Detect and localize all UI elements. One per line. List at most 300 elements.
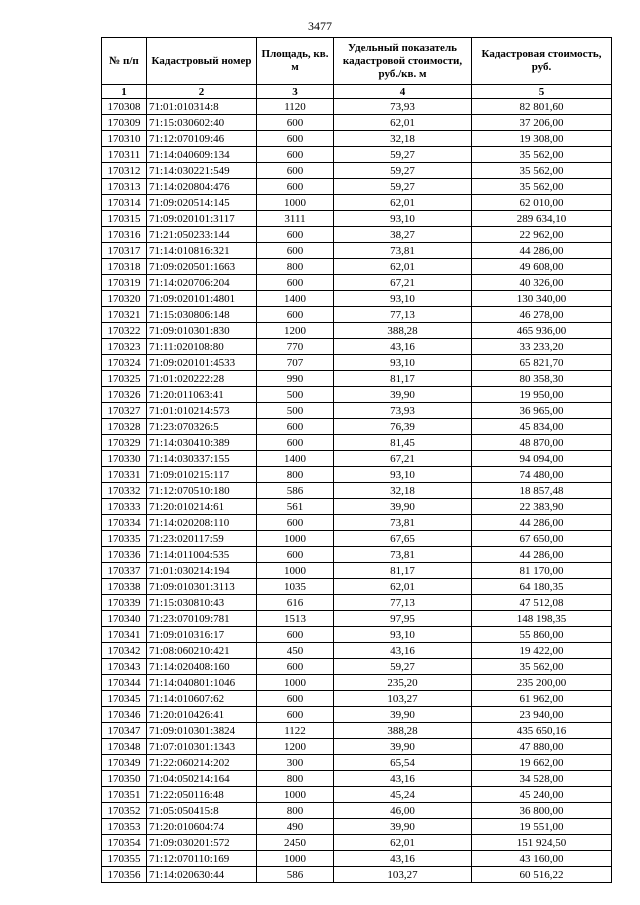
specific-rate-value: 43,16	[334, 339, 472, 355]
row-number: 170327	[102, 403, 147, 419]
cadastral-cost-value: 19 422,00	[472, 643, 612, 659]
cadastral-number: 71:12:070510:180	[147, 483, 257, 499]
area-value: 770	[257, 339, 334, 355]
cadastral-number: 71:20:010214:61	[147, 499, 257, 515]
row-number: 170331	[102, 467, 147, 483]
row-number: 170337	[102, 563, 147, 579]
cadastral-cost-value: 22 383,90	[472, 499, 612, 515]
area-value: 600	[257, 547, 334, 563]
table-body	[102, 99, 612, 883]
header-cadastral-cost: Кадастровая стоимость, руб.	[472, 38, 612, 85]
area-value: 1200	[257, 323, 334, 339]
specific-rate-value: 73,93	[334, 403, 472, 419]
cadastral-number: 71:23:070326:5	[147, 419, 257, 435]
cadastral-number: 71:14:020630:44	[147, 867, 257, 883]
specific-rate-value: 46,00	[334, 803, 472, 819]
table-row	[102, 227, 612, 243]
cadastral-number: 71:14:030410:389	[147, 435, 257, 451]
cadastral-cost-value: 23 940,00	[472, 707, 612, 723]
table-row	[102, 467, 612, 483]
area-value: 500	[257, 387, 334, 403]
table-row	[102, 259, 612, 275]
area-value: 1035	[257, 579, 334, 595]
area-value: 800	[257, 467, 334, 483]
cadastral-number: 71:23:070109:781	[147, 611, 257, 627]
table-row	[102, 323, 612, 339]
cadastral-number: 71:14:020804:476	[147, 179, 257, 195]
area-value: 1513	[257, 611, 334, 627]
specific-rate-value: 65,54	[334, 755, 472, 771]
row-number: 170326	[102, 387, 147, 403]
table-row	[102, 819, 612, 835]
area-value: 600	[257, 435, 334, 451]
table-row	[102, 99, 612, 115]
specific-rate-value: 73,81	[334, 243, 472, 259]
area-value: 600	[257, 243, 334, 259]
specific-rate-value: 103,27	[334, 691, 472, 707]
cadastral-number: 71:15:030810:43	[147, 595, 257, 611]
row-number: 170352	[102, 803, 147, 819]
cadastral-cost-value: 46 278,00	[472, 307, 612, 323]
cadastral-cost-value: 74 480,00	[472, 467, 612, 483]
specific-rate-value: 77,13	[334, 595, 472, 611]
specific-rate-value: 45,24	[334, 787, 472, 803]
area-value: 600	[257, 515, 334, 531]
cadastral-number: 71:09:010215:117	[147, 467, 257, 483]
cadastral-cost-value: 35 562,00	[472, 179, 612, 195]
table-row	[102, 547, 612, 563]
specific-rate-value: 62,01	[334, 195, 472, 211]
cadastral-cost-value: 55 860,00	[472, 627, 612, 643]
table-row	[102, 211, 612, 227]
cadastral-number: 71:20:010426:41	[147, 707, 257, 723]
cadastral-number: 71:14:030221:549	[147, 163, 257, 179]
specific-rate-value: 235,20	[334, 675, 472, 691]
cadastral-number: 71:14:040609:134	[147, 147, 257, 163]
area-value: 2450	[257, 835, 334, 851]
row-number: 170354	[102, 835, 147, 851]
row-number: 170340	[102, 611, 147, 627]
cadastral-number: 71:09:010316:17	[147, 627, 257, 643]
header-row	[102, 38, 612, 85]
table-row	[102, 435, 612, 451]
cadastral-cost-value: 19 950,00	[472, 387, 612, 403]
row-number: 170312	[102, 163, 147, 179]
header-num: № п/п	[102, 38, 147, 85]
table-row	[102, 147, 612, 163]
table-row	[102, 675, 612, 691]
row-number: 170348	[102, 739, 147, 755]
cadastral-number: 71:14:030337:155	[147, 451, 257, 467]
cadastral-cost-value: 80 358,30	[472, 371, 612, 387]
cadastral-number: 71:09:030201:572	[147, 835, 257, 851]
area-value: 1400	[257, 291, 334, 307]
cadastral-cost-value: 151 924,50	[472, 835, 612, 851]
table-row	[102, 483, 612, 499]
cadastral-cost-value: 465 936,00	[472, 323, 612, 339]
cadastral-number: 71:07:010301:1343	[147, 739, 257, 755]
row-number: 170310	[102, 131, 147, 147]
specific-rate-value: 39,90	[334, 387, 472, 403]
table-row	[102, 291, 612, 307]
row-number: 170356	[102, 867, 147, 883]
specific-rate-value: 67,21	[334, 275, 472, 291]
area-value: 561	[257, 499, 334, 515]
table-row	[102, 611, 612, 627]
cadastral-cost-value: 61 962,00	[472, 691, 612, 707]
cadastral-number: 71:22:060214:202	[147, 755, 257, 771]
area-value: 300	[257, 755, 334, 771]
table-row	[102, 643, 612, 659]
row-number: 170316	[102, 227, 147, 243]
cadastral-cost-value: 37 206,00	[472, 115, 612, 131]
specific-rate-value: 81,45	[334, 435, 472, 451]
row-number: 170336	[102, 547, 147, 563]
cadastral-cost-value: 47 512,08	[472, 595, 612, 611]
area-value: 800	[257, 259, 334, 275]
table-row	[102, 803, 612, 819]
specific-rate-value: 59,27	[334, 659, 472, 675]
area-value: 600	[257, 659, 334, 675]
table-row	[102, 563, 612, 579]
cadastral-cost-value: 47 880,00	[472, 739, 612, 755]
specific-rate-value: 62,01	[334, 835, 472, 851]
row-number: 170342	[102, 643, 147, 659]
area-value: 1000	[257, 675, 334, 691]
row-number: 170313	[102, 179, 147, 195]
cadastral-cost-value: 36 965,00	[472, 403, 612, 419]
cadastral-number: 71:14:010816:321	[147, 243, 257, 259]
cadastral-cost-value: 36 800,00	[472, 803, 612, 819]
area-value: 1000	[257, 787, 334, 803]
row-number: 170355	[102, 851, 147, 867]
row-number: 170346	[102, 707, 147, 723]
row-number: 170332	[102, 483, 147, 499]
cadastral-cost-value: 45 240,00	[472, 787, 612, 803]
row-number: 170334	[102, 515, 147, 531]
row-number: 170318	[102, 259, 147, 275]
area-value: 1000	[257, 851, 334, 867]
cadastral-cost-value: 94 094,00	[472, 451, 612, 467]
area-value: 1000	[257, 195, 334, 211]
table-row	[102, 243, 612, 259]
cadastral-number: 71:20:010604:74	[147, 819, 257, 835]
table-row	[102, 499, 612, 515]
area-value: 1000	[257, 531, 334, 547]
table-row	[102, 115, 612, 131]
table-row	[102, 355, 612, 371]
cadastral-number: 71:09:020501:1663	[147, 259, 257, 275]
cadastral-number: 71:01:030214:194	[147, 563, 257, 579]
table-row	[102, 595, 612, 611]
page-number: 3477	[308, 19, 332, 33]
table-row	[102, 179, 612, 195]
table-row	[102, 515, 612, 531]
specific-rate-value: 93,10	[334, 467, 472, 483]
specific-rate-value: 39,90	[334, 739, 472, 755]
cadastral-cost-value: 82 801,60	[472, 99, 612, 115]
cadastral-cost-value: 289 634,10	[472, 211, 612, 227]
specific-rate-value: 97,95	[334, 611, 472, 627]
column-number-row	[102, 85, 612, 99]
cadastral-number: 71:01:010214:573	[147, 403, 257, 419]
specific-rate-value: 67,21	[334, 451, 472, 467]
cadastral-number: 71:14:040801:1046	[147, 675, 257, 691]
cadastral-cost-value: 44 286,00	[472, 515, 612, 531]
cadastral-number: 71:20:011063:41	[147, 387, 257, 403]
table-row	[102, 579, 612, 595]
column-number: 1	[102, 85, 147, 99]
cadastral-cost-value: 43 160,00	[472, 851, 612, 867]
cadastral-cost-value: 64 180,35	[472, 579, 612, 595]
column-number: 3	[257, 85, 334, 99]
cadastral-number: 71:14:020208:110	[147, 515, 257, 531]
row-number: 170330	[102, 451, 147, 467]
area-value: 586	[257, 867, 334, 883]
cadastral-number: 71:22:050116:48	[147, 787, 257, 803]
specific-rate-value: 62,01	[334, 259, 472, 275]
cadastral-cost-value: 65 821,70	[472, 355, 612, 371]
specific-rate-value: 59,27	[334, 163, 472, 179]
specific-rate-value: 38,27	[334, 227, 472, 243]
row-number: 170314	[102, 195, 147, 211]
cadastral-cost-value: 35 562,00	[472, 659, 612, 675]
table-row	[102, 531, 612, 547]
cadastral-cost-value: 130 340,00	[472, 291, 612, 307]
area-value: 600	[257, 179, 334, 195]
specific-rate-value: 39,90	[334, 707, 472, 723]
area-value: 990	[257, 371, 334, 387]
area-value: 600	[257, 627, 334, 643]
table-row	[102, 867, 612, 883]
area-value: 600	[257, 115, 334, 131]
table-row	[102, 195, 612, 211]
area-value: 600	[257, 707, 334, 723]
area-value: 490	[257, 819, 334, 835]
area-value: 800	[257, 771, 334, 787]
specific-rate-value: 43,16	[334, 643, 472, 659]
row-number: 170319	[102, 275, 147, 291]
specific-rate-value: 73,93	[334, 99, 472, 115]
table-row	[102, 691, 612, 707]
row-number: 170351	[102, 787, 147, 803]
area-value: 3111	[257, 211, 334, 227]
cadastral-number: 71:14:020408:160	[147, 659, 257, 675]
row-number: 170315	[102, 211, 147, 227]
area-value: 600	[257, 163, 334, 179]
row-number: 170343	[102, 659, 147, 675]
specific-rate-value: 93,10	[334, 627, 472, 643]
row-number: 170322	[102, 323, 147, 339]
cadastral-number: 71:12:070110:169	[147, 851, 257, 867]
table-row	[102, 851, 612, 867]
area-value: 1000	[257, 563, 334, 579]
cadastral-number: 71:01:020222:28	[147, 371, 257, 387]
specific-rate-value: 81,17	[334, 371, 472, 387]
cadastral-number: 71:09:020101:3117	[147, 211, 257, 227]
column-number: 5	[472, 85, 612, 99]
cadastral-number: 71:09:020514:145	[147, 195, 257, 211]
cadastral-cost-value: 19 308,00	[472, 131, 612, 147]
row-number: 170317	[102, 243, 147, 259]
cadastral-number: 71:01:010314:8	[147, 99, 257, 115]
row-number: 170328	[102, 419, 147, 435]
specific-rate-value: 62,01	[334, 579, 472, 595]
table-row	[102, 419, 612, 435]
cadastral-cost-value: 148 198,35	[472, 611, 612, 627]
specific-rate-value: 39,90	[334, 819, 472, 835]
area-value: 500	[257, 403, 334, 419]
cadastral-cost-value: 35 562,00	[472, 163, 612, 179]
row-number: 170344	[102, 675, 147, 691]
cadastral-number: 71:14:011004:535	[147, 547, 257, 563]
area-value: 1200	[257, 739, 334, 755]
row-number: 170335	[102, 531, 147, 547]
specific-rate-value: 67,65	[334, 531, 472, 547]
specific-rate-value: 93,10	[334, 355, 472, 371]
table-row	[102, 739, 612, 755]
table-row	[102, 707, 612, 723]
table-row	[102, 787, 612, 803]
cadastral-cost-value: 49 608,00	[472, 259, 612, 275]
table-row	[102, 755, 612, 771]
area-value: 800	[257, 803, 334, 819]
specific-rate-value: 76,39	[334, 419, 472, 435]
cadastral-value-table	[101, 37, 612, 883]
cadastral-cost-value: 35 562,00	[472, 147, 612, 163]
row-number: 170325	[102, 371, 147, 387]
table-row	[102, 771, 612, 787]
cadastral-cost-value: 44 286,00	[472, 547, 612, 563]
area-value: 1400	[257, 451, 334, 467]
area-value: 600	[257, 275, 334, 291]
table-row	[102, 627, 612, 643]
cadastral-cost-value: 44 286,00	[472, 243, 612, 259]
table-row	[102, 131, 612, 147]
cadastral-cost-value: 22 962,00	[472, 227, 612, 243]
cadastral-cost-value: 19 551,00	[472, 819, 612, 835]
specific-rate-value: 77,13	[334, 307, 472, 323]
cadastral-number: 71:04:050214:164	[147, 771, 257, 787]
row-number: 170349	[102, 755, 147, 771]
cadastral-number: 71:12:070109:46	[147, 131, 257, 147]
specific-rate-value: 32,18	[334, 483, 472, 499]
cadastral-cost-value: 40 326,00	[472, 275, 612, 291]
table-row	[102, 339, 612, 355]
cadastral-cost-value: 19 662,00	[472, 755, 612, 771]
header-cadastral-number: Кадастровый номер	[147, 38, 257, 85]
row-number: 170311	[102, 147, 147, 163]
cadastral-number: 71:09:010301:3113	[147, 579, 257, 595]
cadastral-number: 71:11:020108:80	[147, 339, 257, 355]
cadastral-cost-value: 45 834,00	[472, 419, 612, 435]
cadastral-number: 71:15:030602:40	[147, 115, 257, 131]
cadastral-number: 71:09:010301:3824	[147, 723, 257, 739]
cadastral-cost-value: 48 870,00	[472, 435, 612, 451]
area-value: 600	[257, 147, 334, 163]
area-value: 600	[257, 419, 334, 435]
table-row	[102, 371, 612, 387]
cadastral-cost-value: 435 650,16	[472, 723, 612, 739]
cadastral-number: 71:14:010607:62	[147, 691, 257, 707]
row-number: 170324	[102, 355, 147, 371]
area-value: 586	[257, 483, 334, 499]
row-number: 170320	[102, 291, 147, 307]
specific-rate-value: 59,27	[334, 147, 472, 163]
area-value: 707	[257, 355, 334, 371]
cadastral-number: 71:09:020101:4801	[147, 291, 257, 307]
area-value: 600	[257, 227, 334, 243]
row-number: 170329	[102, 435, 147, 451]
header-area: Площадь, кв. м	[257, 38, 334, 85]
cadastral-cost-value: 34 528,00	[472, 771, 612, 787]
cadastral-cost-value: 33 233,20	[472, 339, 612, 355]
specific-rate-value: 43,16	[334, 851, 472, 867]
table-row	[102, 275, 612, 291]
cadastral-number: 71:08:060210:421	[147, 643, 257, 659]
specific-rate-value: 73,81	[334, 547, 472, 563]
specific-rate-value: 388,28	[334, 323, 472, 339]
area-value: 600	[257, 131, 334, 147]
table-row	[102, 163, 612, 179]
row-number: 170350	[102, 771, 147, 787]
cadastral-cost-value: 62 010,00	[472, 195, 612, 211]
row-number: 170347	[102, 723, 147, 739]
specific-rate-value: 103,27	[334, 867, 472, 883]
row-number: 170323	[102, 339, 147, 355]
table-row	[102, 835, 612, 851]
area-value: 1122	[257, 723, 334, 739]
specific-rate-value: 93,10	[334, 291, 472, 307]
column-number: 2	[147, 85, 257, 99]
cadastral-number: 71:09:020101:4533	[147, 355, 257, 371]
cadastral-cost-value: 60 516,22	[472, 867, 612, 883]
cadastral-number: 71:15:030806:148	[147, 307, 257, 323]
specific-rate-value: 39,90	[334, 499, 472, 515]
specific-rate-value: 81,17	[334, 563, 472, 579]
table-row	[102, 307, 612, 323]
specific-rate-value: 62,01	[334, 115, 472, 131]
specific-rate-value: 43,16	[334, 771, 472, 787]
specific-rate-value: 32,18	[334, 131, 472, 147]
area-value: 600	[257, 307, 334, 323]
row-number: 170309	[102, 115, 147, 131]
cadastral-number: 71:21:050233:144	[147, 227, 257, 243]
cadastral-cost-value: 67 650,00	[472, 531, 612, 547]
row-number: 170345	[102, 691, 147, 707]
area-value: 1120	[257, 99, 334, 115]
cadastral-cost-value: 18 857,48	[472, 483, 612, 499]
cadastral-cost-value: 81 170,00	[472, 563, 612, 579]
area-value: 600	[257, 691, 334, 707]
area-value: 450	[257, 643, 334, 659]
specific-rate-value: 59,27	[334, 179, 472, 195]
area-value: 616	[257, 595, 334, 611]
row-number: 170321	[102, 307, 147, 323]
specific-rate-value: 388,28	[334, 723, 472, 739]
row-number: 170338	[102, 579, 147, 595]
row-number: 170308	[102, 99, 147, 115]
cadastral-number: 71:23:020117:59	[147, 531, 257, 547]
row-number: 170353	[102, 819, 147, 835]
table-row	[102, 723, 612, 739]
cadastral-number: 71:05:050415:8	[147, 803, 257, 819]
specific-rate-value: 93,10	[334, 211, 472, 227]
cadastral-number: 71:14:020706:204	[147, 275, 257, 291]
specific-rate-value: 73,81	[334, 515, 472, 531]
table-row	[102, 659, 612, 675]
row-number: 170341	[102, 627, 147, 643]
